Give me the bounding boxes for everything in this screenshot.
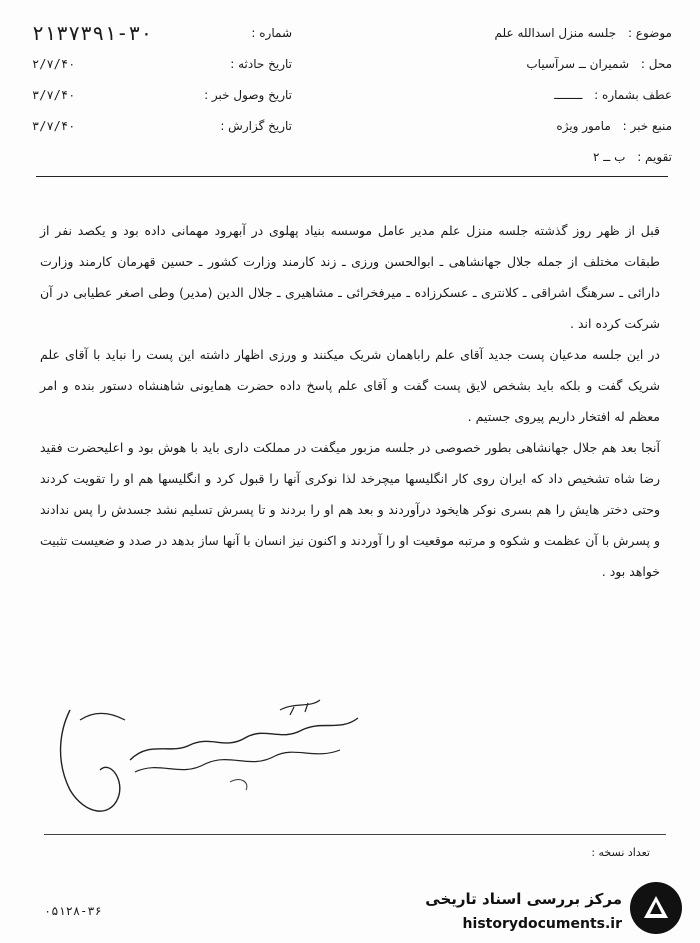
number-row bbox=[32, 18, 292, 49]
header-fields-left bbox=[32, 18, 292, 142]
received-date-label: تاریخ وصول خبر : bbox=[204, 88, 292, 102]
report-body bbox=[40, 215, 660, 587]
event-date-label: تاریخ حادثه : bbox=[230, 57, 292, 71]
watermark-title: مرکز بررسی اسناد تاریخی bbox=[425, 890, 622, 908]
number-value: ۲۱۳۷۳۹۱-۳۰ bbox=[32, 21, 153, 45]
subject-row bbox=[372, 18, 672, 49]
place-row bbox=[372, 49, 672, 80]
body-paragraph-1: قبل از ظهر روز گذشته جلسه منزل علم مدیر عامل موسسه بنیاد پهلوی در آبهرود مهمانی داده بود و یکصد نفر از طبقات مختلف از جمله جلال جهانشاهی ـ ابوالحسن ورزی ـ زند کارمند وزارت کشور ـ حسین قهرمان کارمند وزارت دارائی ـ سرهنگ اشراقی ـ کلانتری ـ عسکرزاده ـ میرفخرائی ـ مشاهیری ـ جلال الدین (مدیر) وطی اصغر عطیابی در آن شرکت کرده اند . bbox=[40, 223, 660, 331]
place-label: محل : bbox=[640, 57, 672, 71]
event-date-row bbox=[32, 49, 292, 80]
document-code: ۰۵۱۲۸-۳۶ bbox=[44, 904, 102, 918]
ref-row bbox=[372, 80, 672, 111]
rating-value: ب ــ ۲ bbox=[592, 150, 626, 164]
copies-label: تعداد نسخه : bbox=[591, 846, 650, 859]
archive-logo-icon bbox=[628, 880, 684, 936]
source-label: منبع خبر : bbox=[622, 119, 672, 133]
rating-label: تقویم : bbox=[637, 150, 672, 164]
header-divider bbox=[36, 176, 668, 177]
watermark bbox=[397, 876, 692, 940]
body-paragraph-2: در این جلسه مدعیان پست جدید آقای علم راباهمان شریک میکنند و ورزی اظهار داشته این پست را نباید با آقای علم شریک گفت و بلکه باید بشخص لایق پست گفت و آقای علم پاسخ داده حضرت همایونی شاهنشاه دستور بنده و امر معظم له افتخار داریم پیروی جستیم . bbox=[40, 347, 660, 424]
received-date-row bbox=[32, 80, 292, 111]
report-date-value: ۳/۷/۴۰ bbox=[32, 119, 76, 133]
ref-label: عطف بشماره : bbox=[594, 88, 672, 102]
event-date-value: ۲/۷/۴۰ bbox=[32, 57, 76, 71]
ref-value: ــــــــ bbox=[554, 88, 583, 102]
watermark-url: historydocuments.ir bbox=[462, 916, 622, 932]
header-fields-right bbox=[372, 18, 672, 173]
source-row bbox=[372, 111, 672, 142]
report-date-row bbox=[32, 111, 292, 142]
footer-divider bbox=[44, 834, 666, 835]
subject-value: جلسه منزل اسدالله علم bbox=[494, 26, 617, 40]
body-paragraph-3: آنجا بعد هم جلال جهانشاهی بطور خصوصی در جلسه مزبور میگفت در مملکت داری باید با هوش بود و اعلیحضرت فقید رضا شاه تشخیص داد که ایران روی کار انگلیسها میچرخد لذا نوکری آنها را قبول کرد و انگلیسها هم او را تقویت کردند وحتی دختر هایش را هم بسری نوکر هایخود درآوردند و بعد هم او را بردند و تا پسرش تسلیم نشد جسدش را پس ندادند و پسرش با آن عظمت و شکوه و مرتبه موقعیت او را آوردند و اکنون نیز انسان با آنها ساز بدهد در صدد و ضعیست تثبیت خواهد بود . bbox=[40, 440, 660, 579]
place-value: شمیران ــ سرآسیاب bbox=[526, 57, 630, 71]
handwritten-signature bbox=[40, 690, 380, 840]
subject-label: موضوع : bbox=[627, 26, 672, 40]
report-date-label: تاریخ گزارش : bbox=[220, 119, 292, 133]
rating-row bbox=[372, 142, 672, 173]
number-label: شماره : bbox=[251, 26, 292, 40]
received-date-value: ۳/۷/۴۰ bbox=[32, 88, 76, 102]
source-value: مامور ویژه bbox=[556, 119, 611, 133]
